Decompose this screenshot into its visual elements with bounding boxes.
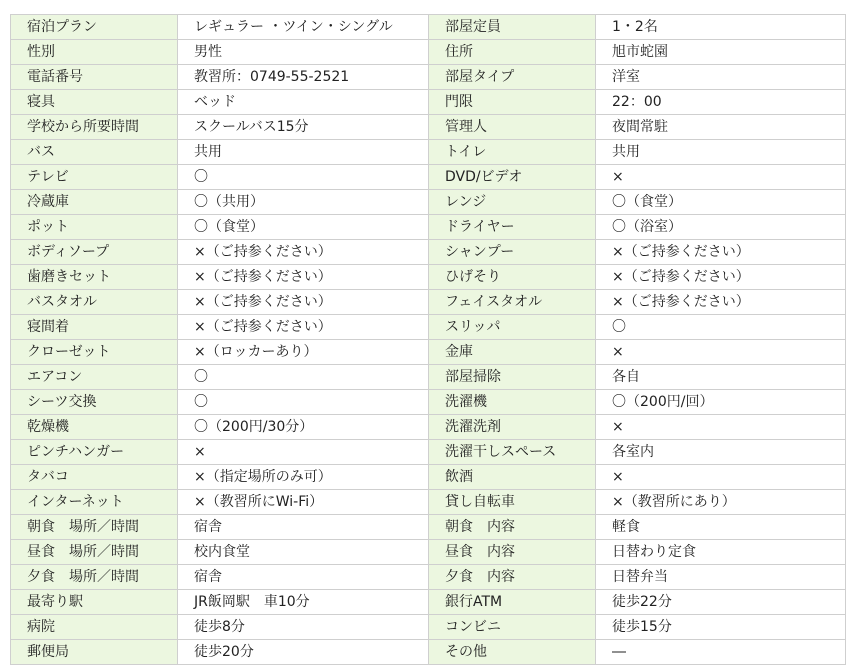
row-value-left: ×（ご持参ください） <box>178 240 429 265</box>
row-label-left: 郵便局 <box>11 640 178 665</box>
row-label-left: タバコ <box>11 465 178 490</box>
row-value-left: ×（ご持参ください） <box>178 315 429 340</box>
row-label-right: 洗濯洗剤 <box>429 415 596 440</box>
table-row <box>11 265 846 290</box>
row-label-right: 金庫 <box>429 340 596 365</box>
row-label-left: ポット <box>11 215 178 240</box>
row-value-right: 〇（浴室） <box>596 215 846 240</box>
row-label-right: DVD/ビデオ <box>429 165 596 190</box>
row-value-right: 22：00 <box>596 90 846 115</box>
table-row <box>11 165 846 190</box>
row-value-right: 軽食 <box>596 515 846 540</box>
row-value-right: 共用 <box>596 140 846 165</box>
row-label-left: テレビ <box>11 165 178 190</box>
table-row <box>11 40 846 65</box>
row-value-right: 各室内 <box>596 440 846 465</box>
row-label-left: バス <box>11 140 178 165</box>
table-row <box>11 340 846 365</box>
row-value-right: ×（ご持参ください） <box>596 240 846 265</box>
table-row <box>11 90 846 115</box>
row-value-right: × <box>596 415 846 440</box>
table-row <box>11 590 846 615</box>
row-label-right: 部屋タイプ <box>429 65 596 90</box>
table-row <box>11 615 846 640</box>
row-label-left: エアコン <box>11 365 178 390</box>
row-label-left: 夕食 場所／時間 <box>11 565 178 590</box>
row-value-right: ×（ご持参ください） <box>596 265 846 290</box>
row-value-right: 徒歩22分 <box>596 590 846 615</box>
row-value-left: ベッド <box>178 90 429 115</box>
row-label-left: 朝食 場所／時間 <box>11 515 178 540</box>
row-label-right: 貸し自転車 <box>429 490 596 515</box>
row-label-right: 昼食 内容 <box>429 540 596 565</box>
accommodation-spec-table <box>10 14 846 665</box>
row-value-right: 〇（200円/回） <box>596 390 846 415</box>
table-row <box>11 65 846 90</box>
table-row <box>11 490 846 515</box>
row-label-right: フェイスタオル <box>429 290 596 315</box>
row-value-left: 〇（食堂） <box>178 215 429 240</box>
row-value-right: 〇（食堂） <box>596 190 846 215</box>
row-label-left: 昼食 場所／時間 <box>11 540 178 565</box>
row-label-right: その他 <box>429 640 596 665</box>
row-value-right: 旭市蛇園 <box>596 40 846 65</box>
table-row <box>11 190 846 215</box>
row-value-left: 宿舎 <box>178 515 429 540</box>
row-label-left: バスタオル <box>11 290 178 315</box>
row-value-left: ×（ご持参ください） <box>178 265 429 290</box>
spec-table-body <box>11 15 846 665</box>
row-value-left: ×（教習所にWi-Fi） <box>178 490 429 515</box>
row-label-right: レンジ <box>429 190 596 215</box>
row-value-right: × <box>596 465 846 490</box>
row-value-left: × <box>178 440 429 465</box>
table-row <box>11 515 846 540</box>
row-label-right: スリッパ <box>429 315 596 340</box>
row-label-left: 最寄り駅 <box>11 590 178 615</box>
row-value-right: ― <box>596 640 846 665</box>
row-value-left: ×（ご持参ください） <box>178 290 429 315</box>
row-label-right: 飲酒 <box>429 465 596 490</box>
table-row <box>11 440 846 465</box>
row-value-left: 徒歩8分 <box>178 615 429 640</box>
row-label-right: 夕食 内容 <box>429 565 596 590</box>
row-value-left: ×（ロッカーあり） <box>178 340 429 365</box>
row-label-right: 朝食 内容 <box>429 515 596 540</box>
row-label-left: クローゼット <box>11 340 178 365</box>
table-row <box>11 15 846 40</box>
row-label-right: 洗濯機 <box>429 390 596 415</box>
row-value-left: 男性 <box>178 40 429 65</box>
row-label-left: ボディソープ <box>11 240 178 265</box>
accommodation-details <box>10 14 845 665</box>
table-row <box>11 240 846 265</box>
row-label-right: コンビニ <box>429 615 596 640</box>
row-value-left: 校内食堂 <box>178 540 429 565</box>
row-value-left: 〇（共用） <box>178 190 429 215</box>
row-label-left: 学校から所要時間 <box>11 115 178 140</box>
row-label-left: ピンチハンガー <box>11 440 178 465</box>
row-label-left: 電話番号 <box>11 65 178 90</box>
row-value-right: ×（ご持参ください） <box>596 290 846 315</box>
row-label-left: 歯磨きセット <box>11 265 178 290</box>
table-row <box>11 115 846 140</box>
row-value-left: 〇 <box>178 365 429 390</box>
row-label-left: 乾燥機 <box>11 415 178 440</box>
row-label-left: 寝間着 <box>11 315 178 340</box>
row-value-left: ×（指定場所のみ可） <box>178 465 429 490</box>
table-row <box>11 290 846 315</box>
row-label-right: 門限 <box>429 90 596 115</box>
row-value-left: 共用 <box>178 140 429 165</box>
table-row <box>11 215 846 240</box>
row-value-right: 洋室 <box>596 65 846 90</box>
row-value-left: 教習所：0749-55-2521 <box>178 65 429 90</box>
table-row <box>11 540 846 565</box>
row-label-right: ドライヤー <box>429 215 596 240</box>
row-value-right: × <box>596 340 846 365</box>
row-label-right: 部屋掃除 <box>429 365 596 390</box>
row-label-right: トイレ <box>429 140 596 165</box>
row-label-right: 部屋定員 <box>429 15 596 40</box>
row-label-left: シーツ交換 <box>11 390 178 415</box>
table-row <box>11 565 846 590</box>
row-value-left: 〇（200円/30分） <box>178 415 429 440</box>
row-value-left: 宿舎 <box>178 565 429 590</box>
row-value-left: 〇 <box>178 165 429 190</box>
table-row <box>11 365 846 390</box>
row-value-right: 〇 <box>596 315 846 340</box>
table-row <box>11 415 846 440</box>
row-value-left: JR飯岡駅 車10分 <box>178 590 429 615</box>
row-value-right: 各自 <box>596 365 846 390</box>
row-value-left: レギュラー ・ツイン・シングル <box>178 15 429 40</box>
row-value-right: 徒歩15分 <box>596 615 846 640</box>
row-value-right: × <box>596 165 846 190</box>
row-label-right: 管理人 <box>429 115 596 140</box>
table-row <box>11 140 846 165</box>
row-value-right: 日替わり定食 <box>596 540 846 565</box>
row-value-right: 1・2名 <box>596 15 846 40</box>
table-row <box>11 465 846 490</box>
row-label-right: 住所 <box>429 40 596 65</box>
row-label-left: 宿泊プラン <box>11 15 178 40</box>
row-label-left: 寝具 <box>11 90 178 115</box>
table-row <box>11 640 846 665</box>
row-label-right: ひげそり <box>429 265 596 290</box>
row-value-right: ×（教習所にあり） <box>596 490 846 515</box>
row-value-right: 日替弁当 <box>596 565 846 590</box>
row-label-left: 冷蔵庫 <box>11 190 178 215</box>
table-row <box>11 315 846 340</box>
row-label-left: 性別 <box>11 40 178 65</box>
row-label-right: 銀行ATM <box>429 590 596 615</box>
table-row <box>11 390 846 415</box>
row-value-left: スクールバス15分 <box>178 115 429 140</box>
row-label-left: 病院 <box>11 615 178 640</box>
row-label-right: シャンプー <box>429 240 596 265</box>
row-value-right: 夜間常駐 <box>596 115 846 140</box>
row-label-left: インターネット <box>11 490 178 515</box>
row-label-right: 洗濯干しスペース <box>429 440 596 465</box>
row-value-left: 〇 <box>178 390 429 415</box>
row-value-left: 徒歩20分 <box>178 640 429 665</box>
